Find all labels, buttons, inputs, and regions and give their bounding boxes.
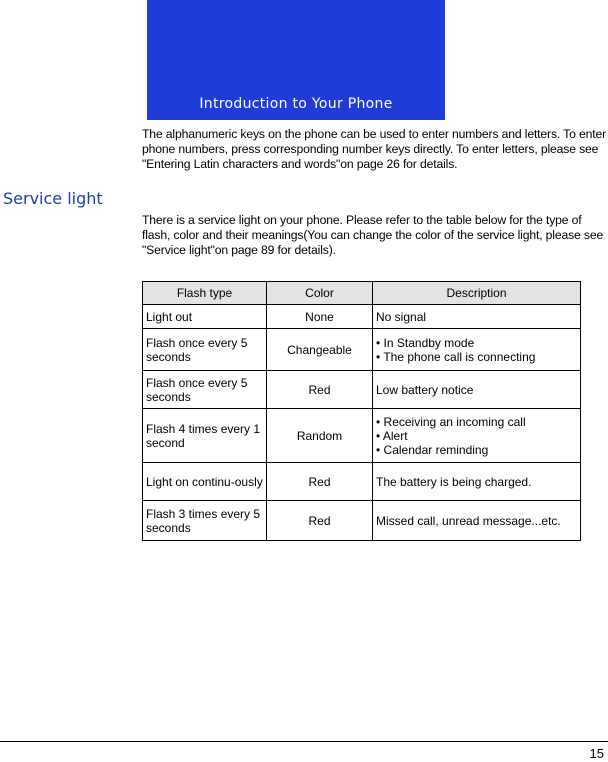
cell-description xyxy=(373,463,581,501)
chapter-title: Introduction to Your Phone xyxy=(199,96,393,112)
cell-description xyxy=(373,305,581,329)
chapter-header-banner xyxy=(147,0,445,120)
section-paragraph: There is a service light on your phone. Please refer to the table below for the type of flash, color and their meanings(You can change the color of the service light, please see "Service light"on page 89 for details). xyxy=(142,213,604,257)
cell-flash-type: Flash 4 times every 1 second xyxy=(143,409,267,463)
cell-flash-type: Flash once every 5 seconds xyxy=(143,329,267,371)
page-number: 15 xyxy=(589,746,604,761)
cell-color: Red xyxy=(267,501,373,541)
cell-description xyxy=(373,371,581,409)
cell-color: Red xyxy=(267,371,373,409)
description-line: • In Standby mode xyxy=(376,335,475,350)
column-header-description: Description xyxy=(373,282,581,305)
column-header-flash-type: Flash type xyxy=(143,282,267,305)
cell-color: Changeable xyxy=(267,329,373,371)
cell-description xyxy=(373,501,581,541)
description-line: • Receiving an incoming call xyxy=(376,414,526,429)
table-row xyxy=(143,371,581,409)
table-header-row xyxy=(143,282,581,305)
cell-description xyxy=(373,329,581,371)
cell-flash-type: Light on continu-ously xyxy=(143,463,267,501)
description-line: No signal xyxy=(376,309,427,324)
description-line: Low battery notice xyxy=(376,382,474,397)
column-header-color: Color xyxy=(267,282,373,305)
cell-color: Red xyxy=(267,463,373,501)
table-row xyxy=(143,305,581,329)
footer-divider xyxy=(0,741,608,742)
intro-paragraph: The alphanumeric keys on the phone can be used to enter numbers and letters. To enter phone numbers, press corresponding number keys directly. To enter letters, please see "Entering Latin characters and words"on page 26 for details. xyxy=(142,127,606,171)
section-heading: Service light xyxy=(3,189,103,208)
cell-flash-type: Light out xyxy=(143,305,267,329)
description-line: The battery is being charged. xyxy=(376,474,532,489)
cell-color: None xyxy=(267,305,373,329)
service-light-table xyxy=(142,281,581,541)
description-line: • The phone call is connecting xyxy=(376,349,536,364)
description-line: Missed call, unread message...etc. xyxy=(376,513,561,528)
table-row xyxy=(143,409,581,463)
description-line: • Calendar reminding xyxy=(376,442,489,457)
cell-color: Random xyxy=(267,409,373,463)
table-row xyxy=(143,329,581,371)
description-line: • Alert xyxy=(376,428,408,443)
cell-description xyxy=(373,409,581,463)
cell-flash-type: Flash once every 5 seconds xyxy=(143,371,267,409)
table-row xyxy=(143,501,581,541)
cell-flash-type: Flash 3 times every 5 seconds xyxy=(143,501,267,541)
table-row xyxy=(143,463,581,501)
